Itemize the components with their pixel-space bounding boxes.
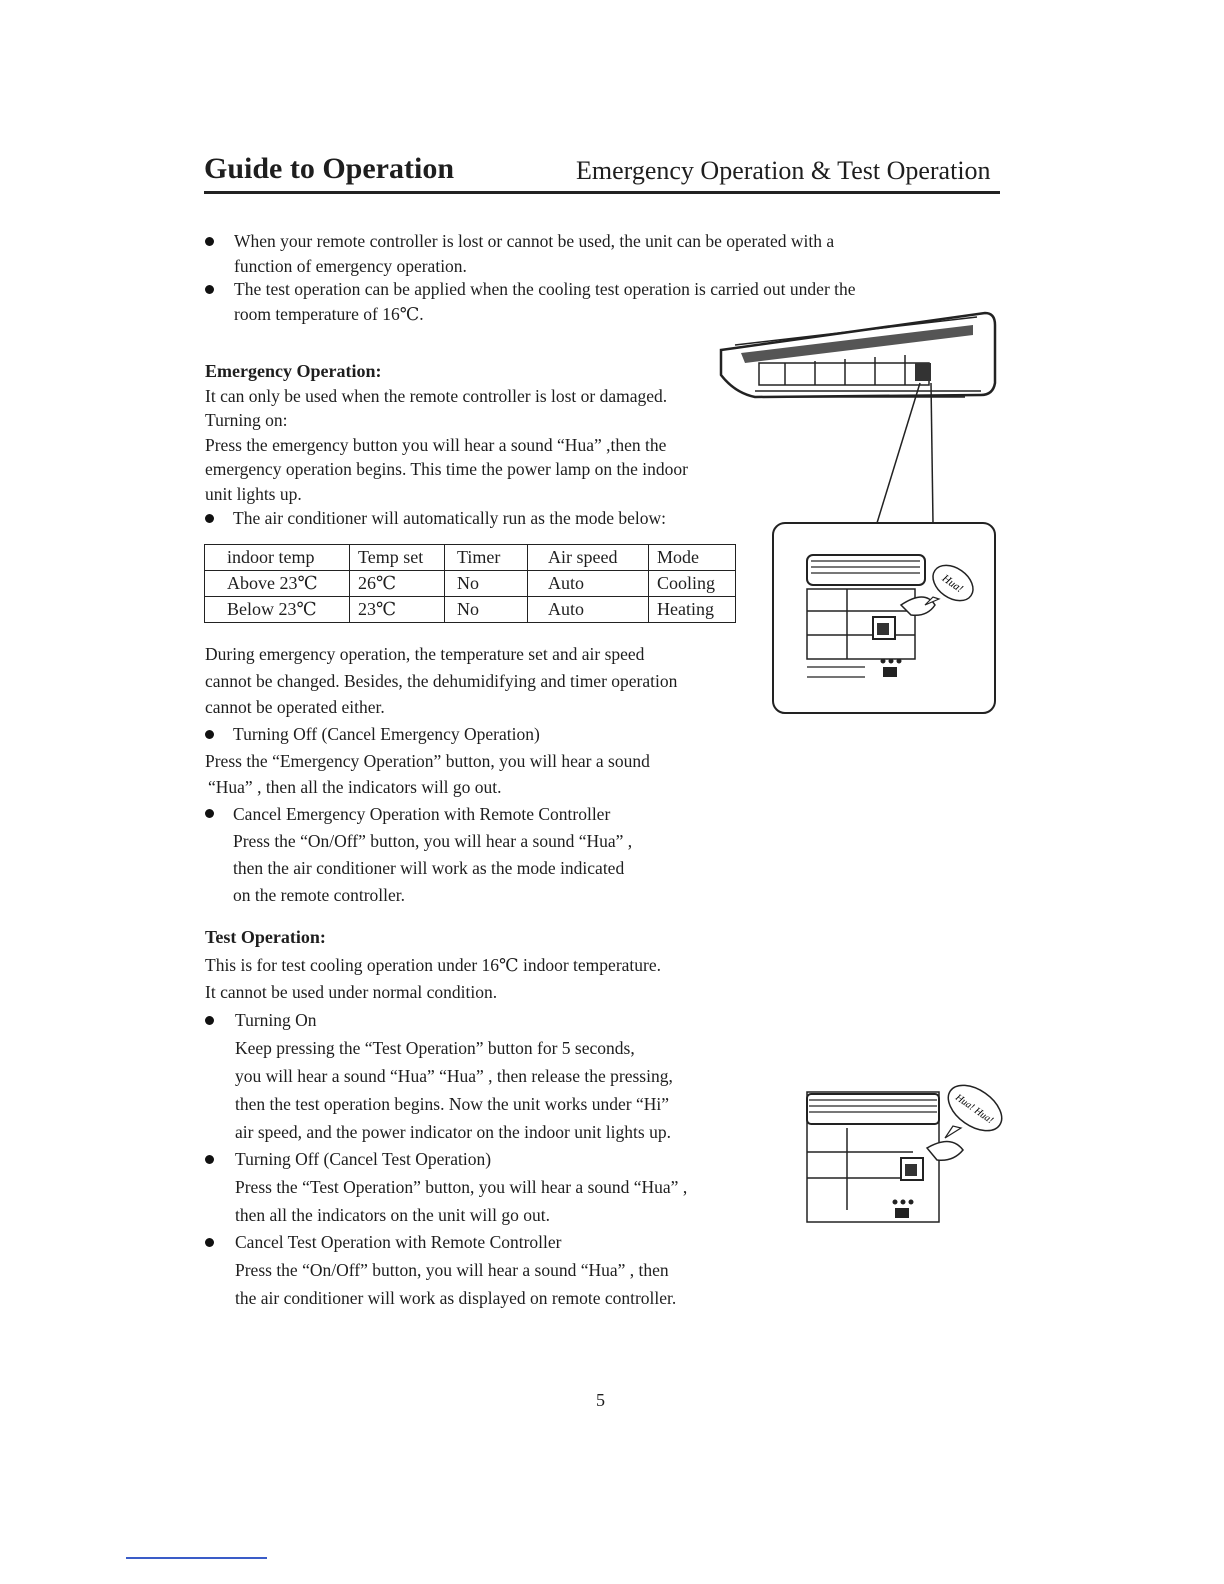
table-cell: 26℃ bbox=[350, 571, 445, 597]
test-on-line: Keep pressing the “Test Operation” button for 5 seconds, bbox=[235, 1038, 635, 1058]
bullet-icon bbox=[205, 1238, 214, 1247]
emergency-cancel-bullet: Cancel Emergency Operation with Remote Controller bbox=[233, 804, 611, 824]
table-row bbox=[205, 571, 736, 597]
table-header-row bbox=[205, 545, 736, 571]
table-cell: Above 23℃ bbox=[205, 571, 350, 597]
emergency-note-line: cannot be operated either. bbox=[205, 697, 385, 717]
emergency-cancel-line: Press the “On/Off” button, you will hear a sound “Hua” , bbox=[233, 831, 633, 851]
emergency-line: It can only be used when the remote controller is lost or damaged. bbox=[205, 386, 668, 406]
test-on-line: you will hear a sound “Hua” “Hua” , then release the pressing, bbox=[235, 1066, 673, 1086]
hua-hua-callout-label: Hua! Hua! bbox=[953, 1092, 996, 1127]
bullet-icon bbox=[205, 237, 214, 246]
test-cancel-bullet: Cancel Test Operation with Remote Controller bbox=[235, 1232, 562, 1252]
table-header-cell: Timer bbox=[445, 545, 528, 571]
emergency-note-line: During emergency operation, the temperature set and air speed bbox=[205, 644, 645, 664]
test-on-line: air speed, and the power indicator on the indoor unit lights up. bbox=[235, 1122, 671, 1142]
table-cell: Auto bbox=[528, 597, 649, 623]
emergency-heading: Emergency Operation: bbox=[205, 361, 382, 381]
intro-line: function of emergency operation. bbox=[234, 256, 467, 276]
test-cancel-line: the air conditioner will work as displayed on remote controller. bbox=[235, 1288, 677, 1308]
emergency-note-line: cannot be changed. Besides, the dehumidifying and timer operation bbox=[205, 671, 678, 691]
emergency-cancel-line: on the remote controller. bbox=[233, 885, 406, 905]
test-off-line: then all the indicators on the unit will go out. bbox=[235, 1205, 550, 1225]
hua-callout-label: Hua! bbox=[939, 572, 966, 596]
emergency-line: Turning on: bbox=[205, 410, 288, 430]
emergency-off-bullet: Turning Off (Cancel Emergency Operation) bbox=[233, 724, 540, 744]
emergency-off-line: “Hua” , then all the indicators will go out. bbox=[208, 777, 502, 797]
bullet-icon bbox=[205, 1016, 214, 1025]
bullet-icon bbox=[205, 1155, 214, 1164]
table-cell: Heating bbox=[649, 597, 736, 623]
header-rule bbox=[204, 191, 1000, 194]
table-header-cell: Air speed bbox=[528, 545, 649, 571]
test-line: It cannot be used under normal condition. bbox=[205, 982, 498, 1002]
test-off-line: Press the “Test Operation” button, you will hear a sound “Hua” , bbox=[235, 1177, 688, 1197]
test-operation-illustration bbox=[803, 1080, 1013, 1225]
auto-mode-bullet: The air conditioner will automatically run as the mode below: bbox=[233, 508, 666, 528]
mode-table bbox=[204, 544, 736, 623]
emergency-line: emergency operation begins. This time the power lamp on the indoor bbox=[205, 459, 688, 479]
table-cell: No bbox=[445, 571, 528, 597]
emergency-off-line: Press the “Emergency Operation” button, you will hear a sound bbox=[205, 751, 650, 771]
intro-line: When your remote controller is lost or cannot be used, the unit can be operated with a bbox=[234, 231, 835, 251]
table-cell: No bbox=[445, 597, 528, 623]
table-row bbox=[205, 597, 736, 623]
emergency-line: Press the emergency button you will hear a sound “Hua” ,then the bbox=[205, 435, 667, 455]
test-cancel-line: Press the “On/Off” button, you will hear a sound “Hua” , then bbox=[235, 1260, 669, 1280]
test-heading: Test Operation: bbox=[205, 927, 326, 947]
bullet-icon bbox=[205, 809, 214, 818]
intro-line: The test operation can be applied when the cooling test operation is carried out under the bbox=[234, 279, 856, 299]
page-title: Guide to Operation bbox=[204, 152, 455, 185]
test-button-icon bbox=[905, 1164, 917, 1176]
table-cell: Cooling bbox=[649, 571, 736, 597]
bullet-icon bbox=[205, 730, 214, 739]
bullet-icon bbox=[205, 285, 214, 294]
test-line: This is for test cooling operation under 16℃ indoor temperature. bbox=[205, 955, 661, 975]
test-on-line: then the test operation begins. Now the unit works under “Hi” bbox=[235, 1094, 669, 1114]
table-header-cell: Temp set bbox=[350, 545, 445, 571]
table-cell: Below 23℃ bbox=[205, 597, 350, 623]
page-number: 5 bbox=[596, 1390, 605, 1410]
test-on-bullet: Turning On bbox=[235, 1010, 317, 1030]
footer-link-underline bbox=[126, 1557, 267, 1559]
test-off-bullet: Turning Off (Cancel Test Operation) bbox=[235, 1149, 492, 1169]
intro-line: room temperature of 16℃. bbox=[234, 304, 424, 324]
emergency-line: unit lights up. bbox=[205, 484, 302, 504]
table-header-cell: Mode bbox=[649, 545, 736, 571]
emergency-button-icon bbox=[915, 363, 931, 381]
indoor-unit-illustration bbox=[715, 305, 1005, 725]
table-cell: Auto bbox=[528, 571, 649, 597]
table-cell: 23℃ bbox=[350, 597, 445, 623]
bullet-icon bbox=[205, 514, 214, 523]
emergency-cancel-line: then the air conditioner will work as the mode indicated bbox=[233, 858, 625, 878]
table-header-cell: indoor temp bbox=[205, 545, 350, 571]
page-subtitle: Emergency Operation & Test Operation bbox=[576, 156, 991, 185]
